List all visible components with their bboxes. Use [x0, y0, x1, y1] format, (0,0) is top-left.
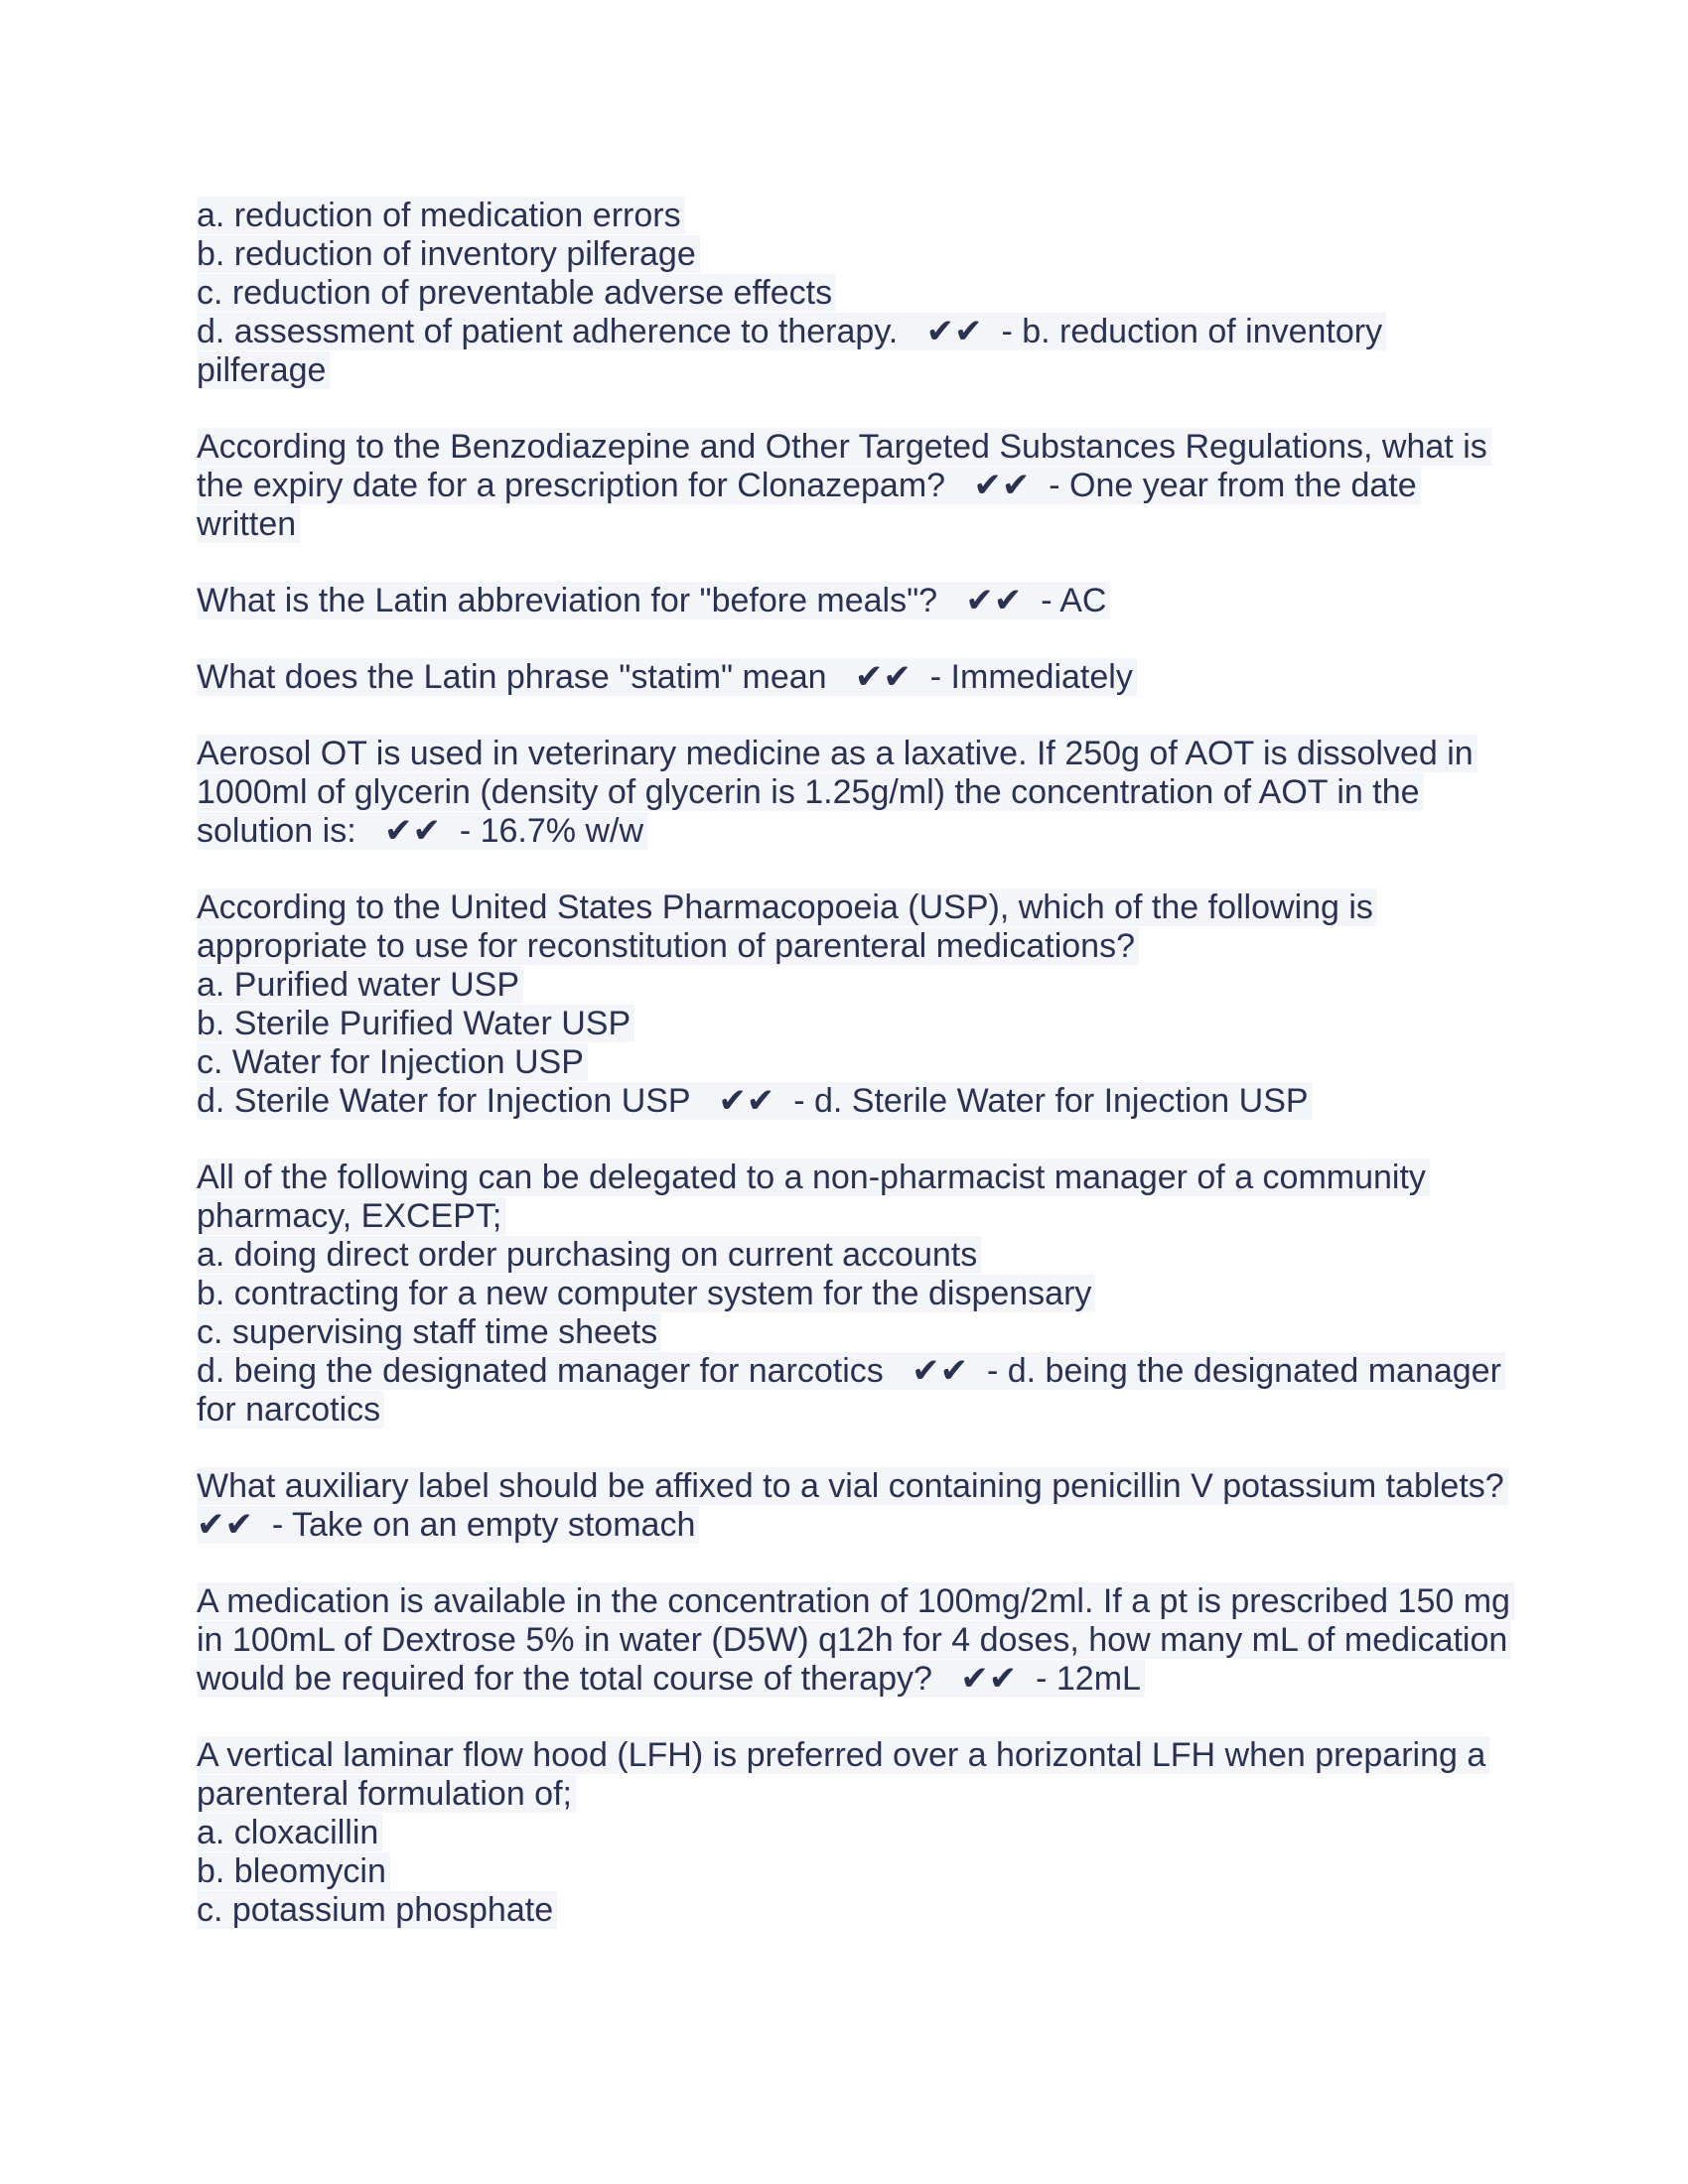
line-text: d. assessment of patient adherence to therapy. ✔✔ - b. reduction of inventory	[197, 313, 1386, 350]
line-text: b. contracting for a new computer system for the dispensary	[197, 1275, 1095, 1312]
text-line	[197, 351, 1497, 390]
text-line	[197, 197, 1497, 235]
line-text: 1000ml of glycerin (density of glycerin is 1.25g/ml) the concentration of AOT in the	[197, 773, 1424, 811]
line-text: solution is: ✔✔ - 16.7% w/w	[197, 812, 647, 850]
line-text: All of the following can be delegated to a non-pharmacist manager of a community	[197, 1159, 1430, 1196]
line-text: parenteral formulation of;	[197, 1775, 576, 1813]
line-text: What auxiliary label should be affixed to a vial containing penicillin V potassium tablets?	[197, 1467, 1508, 1505]
line-text: Aerosol OT is used in veterinary medicine as a laxative. If 250g of AOT is dissolved in	[197, 735, 1477, 772]
qa-item-1	[197, 197, 1497, 390]
line-text: According to the United States Pharmacopoeia (USP), which of the following is	[197, 888, 1377, 926]
line-text: c. potassium phosphate	[197, 1891, 557, 1929]
line-text: in 100mL of Dextrose 5% in water (D5W) q12h for 4 doses, how many mL of medication	[197, 1621, 1511, 1659]
text-line	[197, 658, 1497, 697]
document-page	[197, 197, 1510, 1968]
text-line	[197, 467, 1497, 505]
line-text: ✔✔ - Take on an empty stomach	[197, 1506, 699, 1544]
text-line	[197, 812, 1497, 851]
line-text: c. Water for Injection USP	[197, 1043, 588, 1081]
text-line	[197, 1159, 1497, 1197]
text-line	[197, 888, 1497, 927]
text-line	[197, 1891, 1497, 1930]
line-text: a. cloxacillin	[197, 1814, 382, 1851]
text-line	[197, 735, 1497, 773]
line-text: d. Sterile Water for Injection USP ✔✔ - d. Sterile Water for Injection USP	[197, 1082, 1313, 1120]
text-line	[197, 1313, 1497, 1352]
line-text: What is the Latin abbreviation for "before meals"? ✔✔ - AC	[197, 582, 1110, 619]
qa-item-10	[197, 1736, 1497, 1930]
line-text: c. supervising staff time sheets	[197, 1313, 661, 1351]
qa-item-4	[197, 658, 1497, 697]
line-text: a. reduction of medication errors	[197, 197, 685, 234]
line-text: What does the Latin phrase "statim" mean ✔✔ - Immediately	[197, 658, 1137, 696]
line-text: a. doing direct order purchasing on current accounts	[197, 1236, 981, 1274]
text-line	[197, 1197, 1497, 1236]
line-text: for narcotics	[197, 1391, 384, 1429]
text-line	[197, 1660, 1497, 1699]
text-line	[197, 1467, 1504, 1506]
text-line	[197, 1506, 1497, 1545]
text-line	[197, 1582, 1510, 1621]
line-text: b. reduction of inventory pilferage	[197, 235, 700, 273]
text-line	[197, 1043, 1497, 1082]
text-line	[197, 313, 1497, 351]
line-text: appropriate to use for reconstitution of parenteral medications?	[197, 927, 1139, 965]
text-line	[197, 1005, 1497, 1043]
line-text: a. Purified water USP	[197, 966, 523, 1004]
qa-item-6	[197, 888, 1497, 1121]
line-text: pharmacy, EXCEPT;	[197, 1197, 505, 1235]
text-line	[197, 1236, 1497, 1275]
qa-item-2	[197, 428, 1497, 544]
text-line	[197, 927, 1497, 966]
text-line	[197, 428, 1497, 467]
line-text: pilferage	[197, 351, 330, 389]
line-text: c. reduction of preventable adverse effects	[197, 274, 836, 312]
text-line	[197, 235, 1497, 274]
line-text: A vertical laminar flow hood (LFH) is preferred over a horizontal LFH when preparing a	[197, 1736, 1489, 1774]
text-line	[197, 1275, 1497, 1313]
qa-item-5	[197, 735, 1497, 851]
text-line	[197, 505, 1497, 544]
line-text: A medication is available in the concentration of 100mg/2ml. If a pt is prescribed 150 mg	[197, 1582, 1514, 1620]
text-line	[197, 582, 1497, 620]
line-text: b. Sterile Purified Water USP	[197, 1005, 634, 1042]
line-text: According to the Benzodiazepine and Other Targeted Substances Regulations, what is	[197, 428, 1491, 466]
qa-item-9	[197, 1582, 1510, 1699]
qa-item-7	[197, 1159, 1501, 1430]
text-line	[197, 1736, 1497, 1775]
text-line	[197, 1391, 1497, 1430]
line-text: written	[197, 505, 300, 543]
line-text: b. bleomycin	[197, 1852, 390, 1890]
text-line	[197, 1814, 1497, 1852]
line-text: the expiry date for a prescription for Clonazepam? ✔✔ - One year from the date	[197, 467, 1421, 504]
qa-item-3	[197, 582, 1497, 620]
text-line	[197, 1621, 1508, 1660]
text-line	[197, 966, 1497, 1005]
qa-item-8	[197, 1467, 1504, 1545]
line-text: d. being the designated manager for narcotics ✔✔ - d. being the designated manager	[197, 1352, 1505, 1390]
text-line	[197, 1775, 1497, 1814]
text-line	[197, 1352, 1501, 1391]
text-line	[197, 1082, 1497, 1121]
text-line	[197, 1852, 1497, 1891]
line-text: would be required for the total course of therapy? ✔✔ - 12mL	[197, 1660, 1145, 1698]
text-line	[197, 274, 1497, 313]
text-line	[197, 773, 1497, 812]
